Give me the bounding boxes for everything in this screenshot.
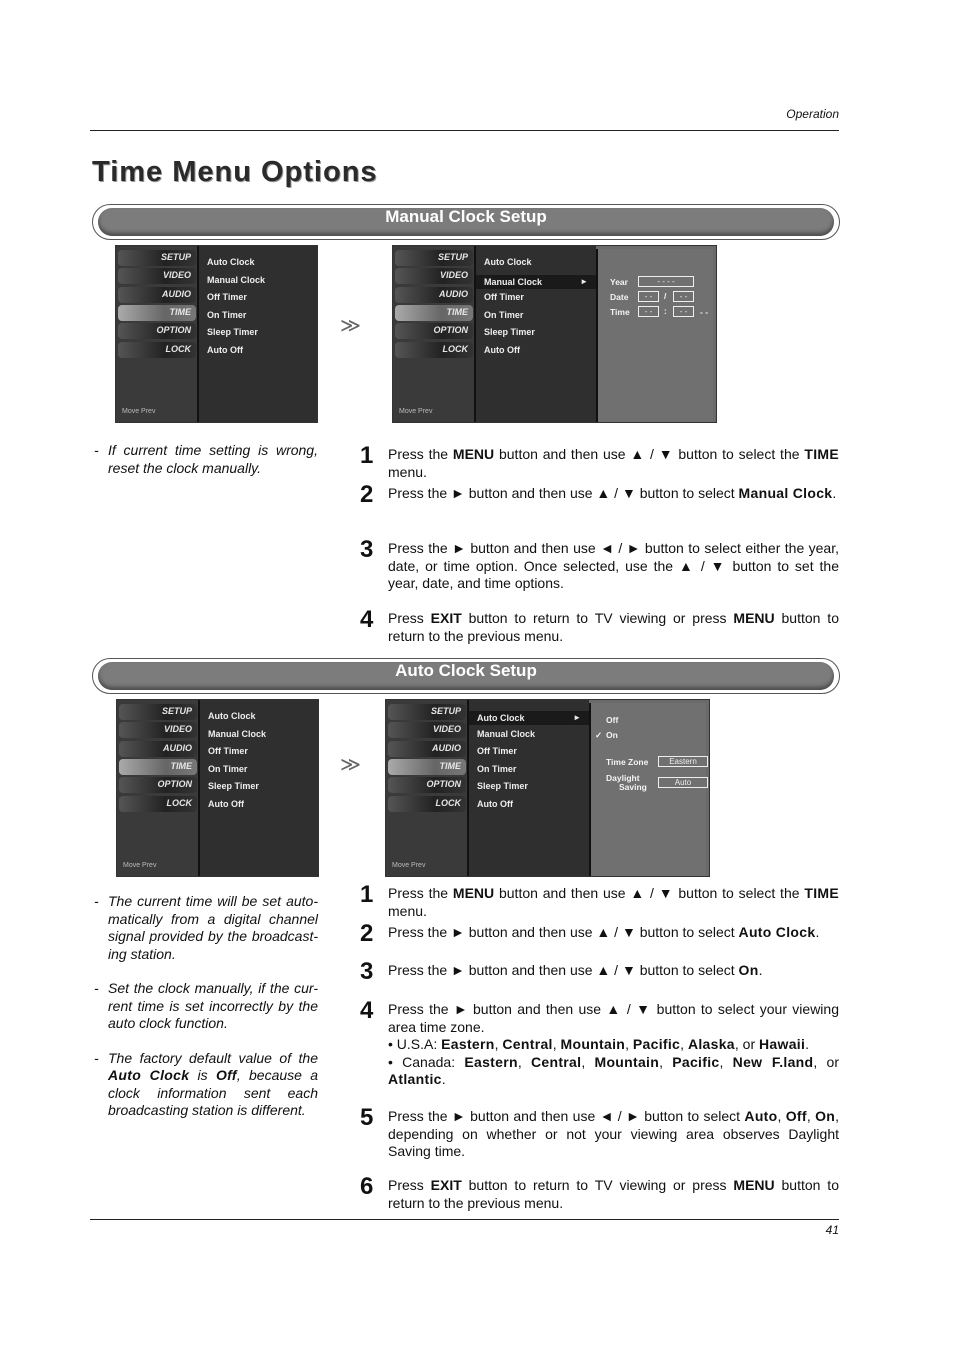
menu-icon-video[interactable] [395, 268, 473, 284]
menu-icon-label: VIDEO [432, 724, 461, 735]
manual-step-4: 4 Press EXIT button to return to TV viewing or press MENU button to return to the previous menu. [360, 606, 839, 644]
menu-item-manual-clock[interactable]: Manual Clock [207, 274, 266, 285]
menu-icon-audio[interactable] [388, 741, 466, 757]
menu-icon-audio[interactable] [119, 741, 197, 757]
auto-note-1: - The current time will be set auto-matically from a digital channel signal provided by the broadcast-ing station. [94, 893, 318, 963]
menu-icon-label: LOCK [165, 343, 191, 354]
menu-icon-label: SETUP [430, 706, 461, 716]
menu-icon-label: TIME [170, 760, 192, 771]
hour-value[interactable]: - - [638, 306, 659, 317]
menu-icon-setup[interactable] [119, 704, 197, 720]
menu-item-manual-clock[interactable]: Manual Clock ► [476, 275, 596, 289]
daylight-label: Daylight [606, 773, 640, 783]
menu-item-auto-off[interactable]: Auto Off [477, 799, 513, 809]
menu-icon-audio[interactable] [395, 287, 473, 303]
menu-item-auto-clock[interactable]: Auto Clock [484, 257, 532, 267]
osd-footer: Move Prev [122, 408, 156, 415]
year-value[interactable]: - - - - [638, 276, 694, 287]
ampm-value[interactable]: - - [700, 307, 709, 317]
menu-icon-time[interactable] [388, 759, 466, 775]
menu-item-sleep-timer[interactable]: Sleep Timer [208, 781, 259, 792]
menu-item-auto-off[interactable]: Auto Off [484, 345, 520, 355]
menu-item-on-timer[interactable]: On Timer [484, 309, 524, 320]
menu-item-auto-off[interactable]: Auto Off [208, 799, 244, 809]
menu-icon-label: OPTION [426, 779, 461, 790]
menu-item-manual-clock[interactable]: Manual Clock [208, 728, 267, 739]
menu-icon-setup[interactable] [118, 250, 196, 266]
manual-note [94, 442, 318, 494]
osd-footer: Move Prev [123, 862, 157, 869]
auto-step-5: 5 Press the ► button and then use ◄ / ► button to select Auto, Off, On, depending on whether or not your viewing area observes Daylight Saving time. [360, 1104, 840, 1159]
menu-icon-video[interactable] [118, 268, 196, 284]
menu-icon-time[interactable] [118, 305, 196, 321]
minute-value[interactable]: - - [673, 306, 694, 317]
osd-time-menu [115, 245, 318, 423]
page-title: Time Menu Options [92, 156, 378, 188]
menu-item-auto-clock[interactable]: Auto Clock ► [469, 711, 589, 725]
time-zone-value[interactable]: Eastern [658, 756, 708, 767]
check-icon: ✓ [595, 730, 603, 740]
auto-clock-band [92, 658, 840, 694]
menu-icon-label: AUDIO [163, 742, 192, 753]
option-off[interactable]: Off [606, 715, 619, 725]
menu-icon-label: OPTION [156, 325, 191, 336]
menu-icon-label: SETUP [160, 252, 191, 262]
page-number: 41 [825, 1223, 839, 1237]
section-header: Operation [786, 107, 839, 121]
menu-item-sleep-timer[interactable]: Sleep Timer [477, 781, 528, 792]
manual-step-1: 1 Press the MENU button and then use ▲ / ▼ button to select the TIME menu. [360, 442, 840, 480]
menu-icon-lock[interactable] [118, 342, 196, 358]
menu-icon-label: AUDIO [432, 742, 461, 753]
manual-clock-band [92, 204, 840, 240]
menu-icon-lock[interactable] [119, 796, 197, 812]
menu-icon-label: AUDIO [162, 288, 191, 299]
manual-clock-heading: Manual Clock Setup [385, 207, 547, 226]
auto-note-3: - The factory default value of the Auto Clock is Off, because a clock information sent each broadcasting station is different. [94, 1050, 318, 1120]
menu-icon-setup[interactable] [395, 250, 473, 266]
menu-item-auto-off[interactable]: Auto Off [207, 345, 243, 355]
menu-icon-audio[interactable] [118, 287, 196, 303]
auto-note-2: - Set the clock manually, if the cur-rent time is set incorrectly by the auto clock function. [94, 980, 318, 1033]
day-value[interactable]: - - [673, 291, 694, 302]
menu-item-sleep-timer[interactable]: Sleep Timer [207, 327, 258, 338]
menu-icon-option[interactable] [388, 777, 466, 793]
menu-icon-label: OPTION [433, 325, 468, 336]
menu-item-off-timer[interactable]: Off Timer [477, 746, 517, 757]
manual-note-text: - If current time setting is wrong, reset the clock manually. [94, 442, 318, 477]
menu-icon-label: SETUP [437, 252, 468, 262]
menu-icon-option[interactable] [395, 323, 473, 339]
menu-item-off-timer[interactable]: Off Timer [484, 292, 524, 303]
menu-icon-label: VIDEO [162, 270, 191, 281]
osd-manual-clock [392, 245, 717, 423]
menu-icon-setup[interactable] [388, 704, 466, 720]
menu-item-manual-clock[interactable]: Manual Clock [477, 728, 536, 739]
arrow-icon: ≫ [340, 315, 361, 337]
saving-label: Saving [619, 782, 647, 792]
menu-icon-option[interactable] [119, 777, 197, 793]
year-label: Year [610, 277, 628, 287]
top-rule [90, 130, 839, 131]
time-label: Time [610, 307, 630, 317]
menu-icon-label: LOCK [435, 797, 461, 808]
bottom-rule [90, 1219, 839, 1220]
menu-icon-video[interactable] [119, 722, 197, 738]
arrow-icon-2: ≫ [340, 754, 361, 776]
auto-step-2: 2 Press the ► button and then use ▲ / ▼ button to select Auto Clock. [360, 920, 820, 947]
auto-step-6: 6 Press EXIT button to return to TV viewing or press MENU button to return to the previous menu. [360, 1173, 839, 1211]
option-on[interactable]: On [606, 730, 618, 740]
menu-item-on-timer[interactable]: On Timer [207, 309, 247, 320]
menu-icon-time[interactable] [395, 305, 473, 321]
manual-step-2: 2 Press the ► button and then use ▲ / ▼ button to select Manual Clock. [360, 481, 837, 508]
menu-icon-lock[interactable] [395, 342, 473, 358]
menu-icon-option[interactable] [118, 323, 196, 339]
auto-step-3: 3 Press the ► button and then use ▲ / ▼ button to select On. [360, 958, 763, 985]
menu-icon-label: TIME [439, 760, 461, 771]
daylight-saving-value[interactable]: Auto [658, 777, 708, 788]
osd-time-menu-2 [116, 699, 319, 877]
menu-item-off-timer[interactable]: Off Timer [207, 292, 247, 303]
menu-item-off-timer[interactable]: Off Timer [208, 746, 248, 757]
menu-item-on-timer[interactable]: On Timer [477, 763, 517, 774]
auto-notes [94, 893, 318, 1137]
menu-icon-label: TIME [169, 306, 191, 317]
month-value[interactable]: - - [638, 291, 659, 302]
osd-footer: Move Prev [392, 862, 426, 869]
menu-icon-label: LOCK [442, 343, 468, 354]
menu-icon-label: AUDIO [439, 288, 468, 299]
date-slash: / [664, 291, 667, 301]
menu-icon-label: SETUP [161, 706, 192, 716]
manual-step-3: 3 Press the ► button and then use ◄ / ► button to select either the year, date, or time option. Once selected, use the ▲ / ▼ button to set the year, date, and time options. [360, 536, 839, 591]
menu-item-auto-clock[interactable]: Auto Clock [208, 711, 256, 721]
date-label: Date [610, 292, 629, 302]
osd-auto-clock [385, 699, 710, 877]
menu-icon-time[interactable] [119, 759, 197, 775]
menu-item-on-timer[interactable]: On Timer [208, 763, 248, 774]
menu-icon-label: OPTION [157, 779, 192, 790]
menu-icon-video[interactable] [388, 722, 466, 738]
auto-step-1: 1 Press the MENU button and then use ▲ / ▼ button to select the TIME menu. [360, 881, 840, 919]
time-colon: : [664, 306, 667, 316]
menu-item-sleep-timer[interactable]: Sleep Timer [484, 327, 535, 338]
menu-icon-label: VIDEO [163, 724, 192, 735]
menu-icon-label: LOCK [166, 797, 192, 808]
menu-icon-lock[interactable] [388, 796, 466, 812]
menu-item-auto-clock[interactable]: Auto Clock [207, 257, 255, 267]
auto-step-4: 4 Press the ► button and then use ▲ / ▼ button to select your viewing area time zone. • U.S.A: Eastern, Central, Mountain, Pacific, Alaska, or Hawaii. • Canada: Eastern, Central, Mountain, Pacific, New F.land, or Atlantic. [360, 997, 839, 1087]
auto-clock-heading: Auto Clock Setup [395, 661, 537, 680]
menu-icon-label: VIDEO [439, 270, 468, 281]
menu-icon-label: TIME [446, 306, 468, 317]
time-zone-label: Time Zone [606, 757, 649, 767]
osd-footer: Move Prev [399, 408, 433, 415]
